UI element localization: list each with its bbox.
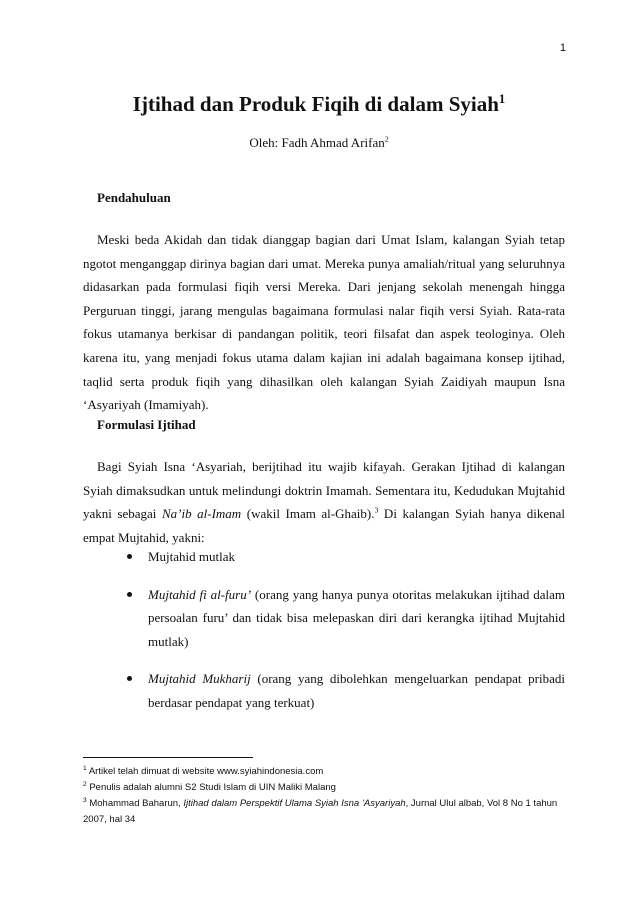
mujtahid-list — [118, 545, 565, 715]
author-line — [0, 135, 638, 151]
list-item-text: (orang yang dibolehkan mengeluarkan pendapat pribadi berdasar pendapat yang terkuat) — [148, 671, 566, 710]
footnote-text-post: , Jurnal Ulul albab, Vol 8 No 1 tahun 2007, hal 34 — [83, 798, 558, 825]
intro-paragraph: Meski beda Akidah dan tidak dianggap bagian dari Umat Islam, kalangan Syiah tetap ngotot menganggap dirinya bagian dari umat. Mereka punya amaliah/ritual yang seluruhnya didasarkan pada formulasi fiqih versi Mereka. Dari jenjang sekolah menengah hingga Perguruan tinggi, jarang mengulas bagaimana formulasi nalar fiqih versi Syiah. Rata-rata fokus utamanya berkisar di pandangan politik, teori filsafat dan aspek teologinya. Oleh karena itu, yang menjadi fokus utama dalam kajian ini adalah bagaimana konsep ijtihad, taqlid serta produk fiqih yang dihasilkan oleh kalangan Syiah Zaidiyah maupun Isna ‘Asyariyah (Imamiyah). — [83, 232, 565, 413]
ijtihad-paragraph — [83, 455, 565, 549]
footnote-text-pre: Mohammad Baharun, — [89, 798, 184, 809]
document-title — [0, 92, 638, 117]
footnotes — [83, 764, 563, 828]
list-item-text: (orang yang hanya punya otoritas melakukan ijtihad dalam persoalan furu’ dan tidak bisa melepaskan diri dari kerangka ijtihad Mujtahid mutlak) — [148, 586, 565, 649]
footnote-mark: 1 — [83, 764, 87, 772]
intro-paragraph-block — [83, 228, 565, 417]
ijtihad-italic-term: Na’ib al-Imam — [161, 506, 242, 522]
footnote-text: Artikel telah dimuat di website www.syiahindonesia.com — [88, 766, 324, 777]
author-footnote-mark: 2 — [384, 134, 389, 144]
bullet-icon — [127, 554, 132, 559]
page-number: 1 — [559, 42, 566, 54]
list-item — [118, 667, 565, 714]
footnote-divider — [83, 757, 253, 758]
footnote-3 — [83, 796, 563, 828]
footnote-text: Penulis adalah alumni S2 Studi Islam di UIN Maliki Malang — [89, 782, 336, 793]
ijtihad-text-2: (wakil Imam al-Ghaib). — [241, 506, 375, 522]
list-item-italic: Mujtahid fi al-furu’ — [148, 586, 252, 602]
ijtihad-paragraph-block — [83, 455, 565, 549]
section-heading-formulasi-ijtihad: Formulasi Ijtihad — [97, 417, 196, 432]
bullet-icon — [127, 676, 132, 681]
footnote-mark: 3 — [83, 796, 87, 804]
author-text: Oleh: Fadh Ahmad Arifan — [249, 135, 385, 150]
footnote-1 — [83, 764, 563, 780]
list-item-italic: Mujtahid Mukharij — [148, 671, 251, 687]
bullet-icon — [127, 592, 132, 597]
list-item-text: Mujtahid mutlak — [148, 549, 236, 564]
footnote-mark: 2 — [83, 780, 87, 788]
section-heading-pendahuluan: Pendahuluan — [97, 190, 171, 205]
footnote-italic-title: Ijtihad dalam Perspektif Ulama Syiah Isna ‘Asyariyah — [183, 798, 406, 809]
title-text: Ijtihad dan Produk Fiqih di dalam Syiah — [132, 92, 499, 116]
ijtihad-text-1: Bagi Syiah Isna ‘Asyariah, berijtihad itu wajib kifayah. Gerakan Ijtihad di kalangan Syiah dimaksudkan untuk melindungi doktrin Imamah. Sementara itu, Kedudukan Mujtahid yakni sebagai — [83, 459, 565, 522]
ijtihad-text-3: Di kalangan Syiah hanya dikenal empat Mujtahid, yakni: — [83, 506, 565, 545]
ijtihad-footnote-mark: 3 — [374, 505, 379, 515]
list-item — [118, 583, 565, 654]
footnote-2 — [83, 780, 563, 796]
title-footnote-mark: 1 — [498, 92, 506, 106]
list-item — [118, 545, 565, 569]
